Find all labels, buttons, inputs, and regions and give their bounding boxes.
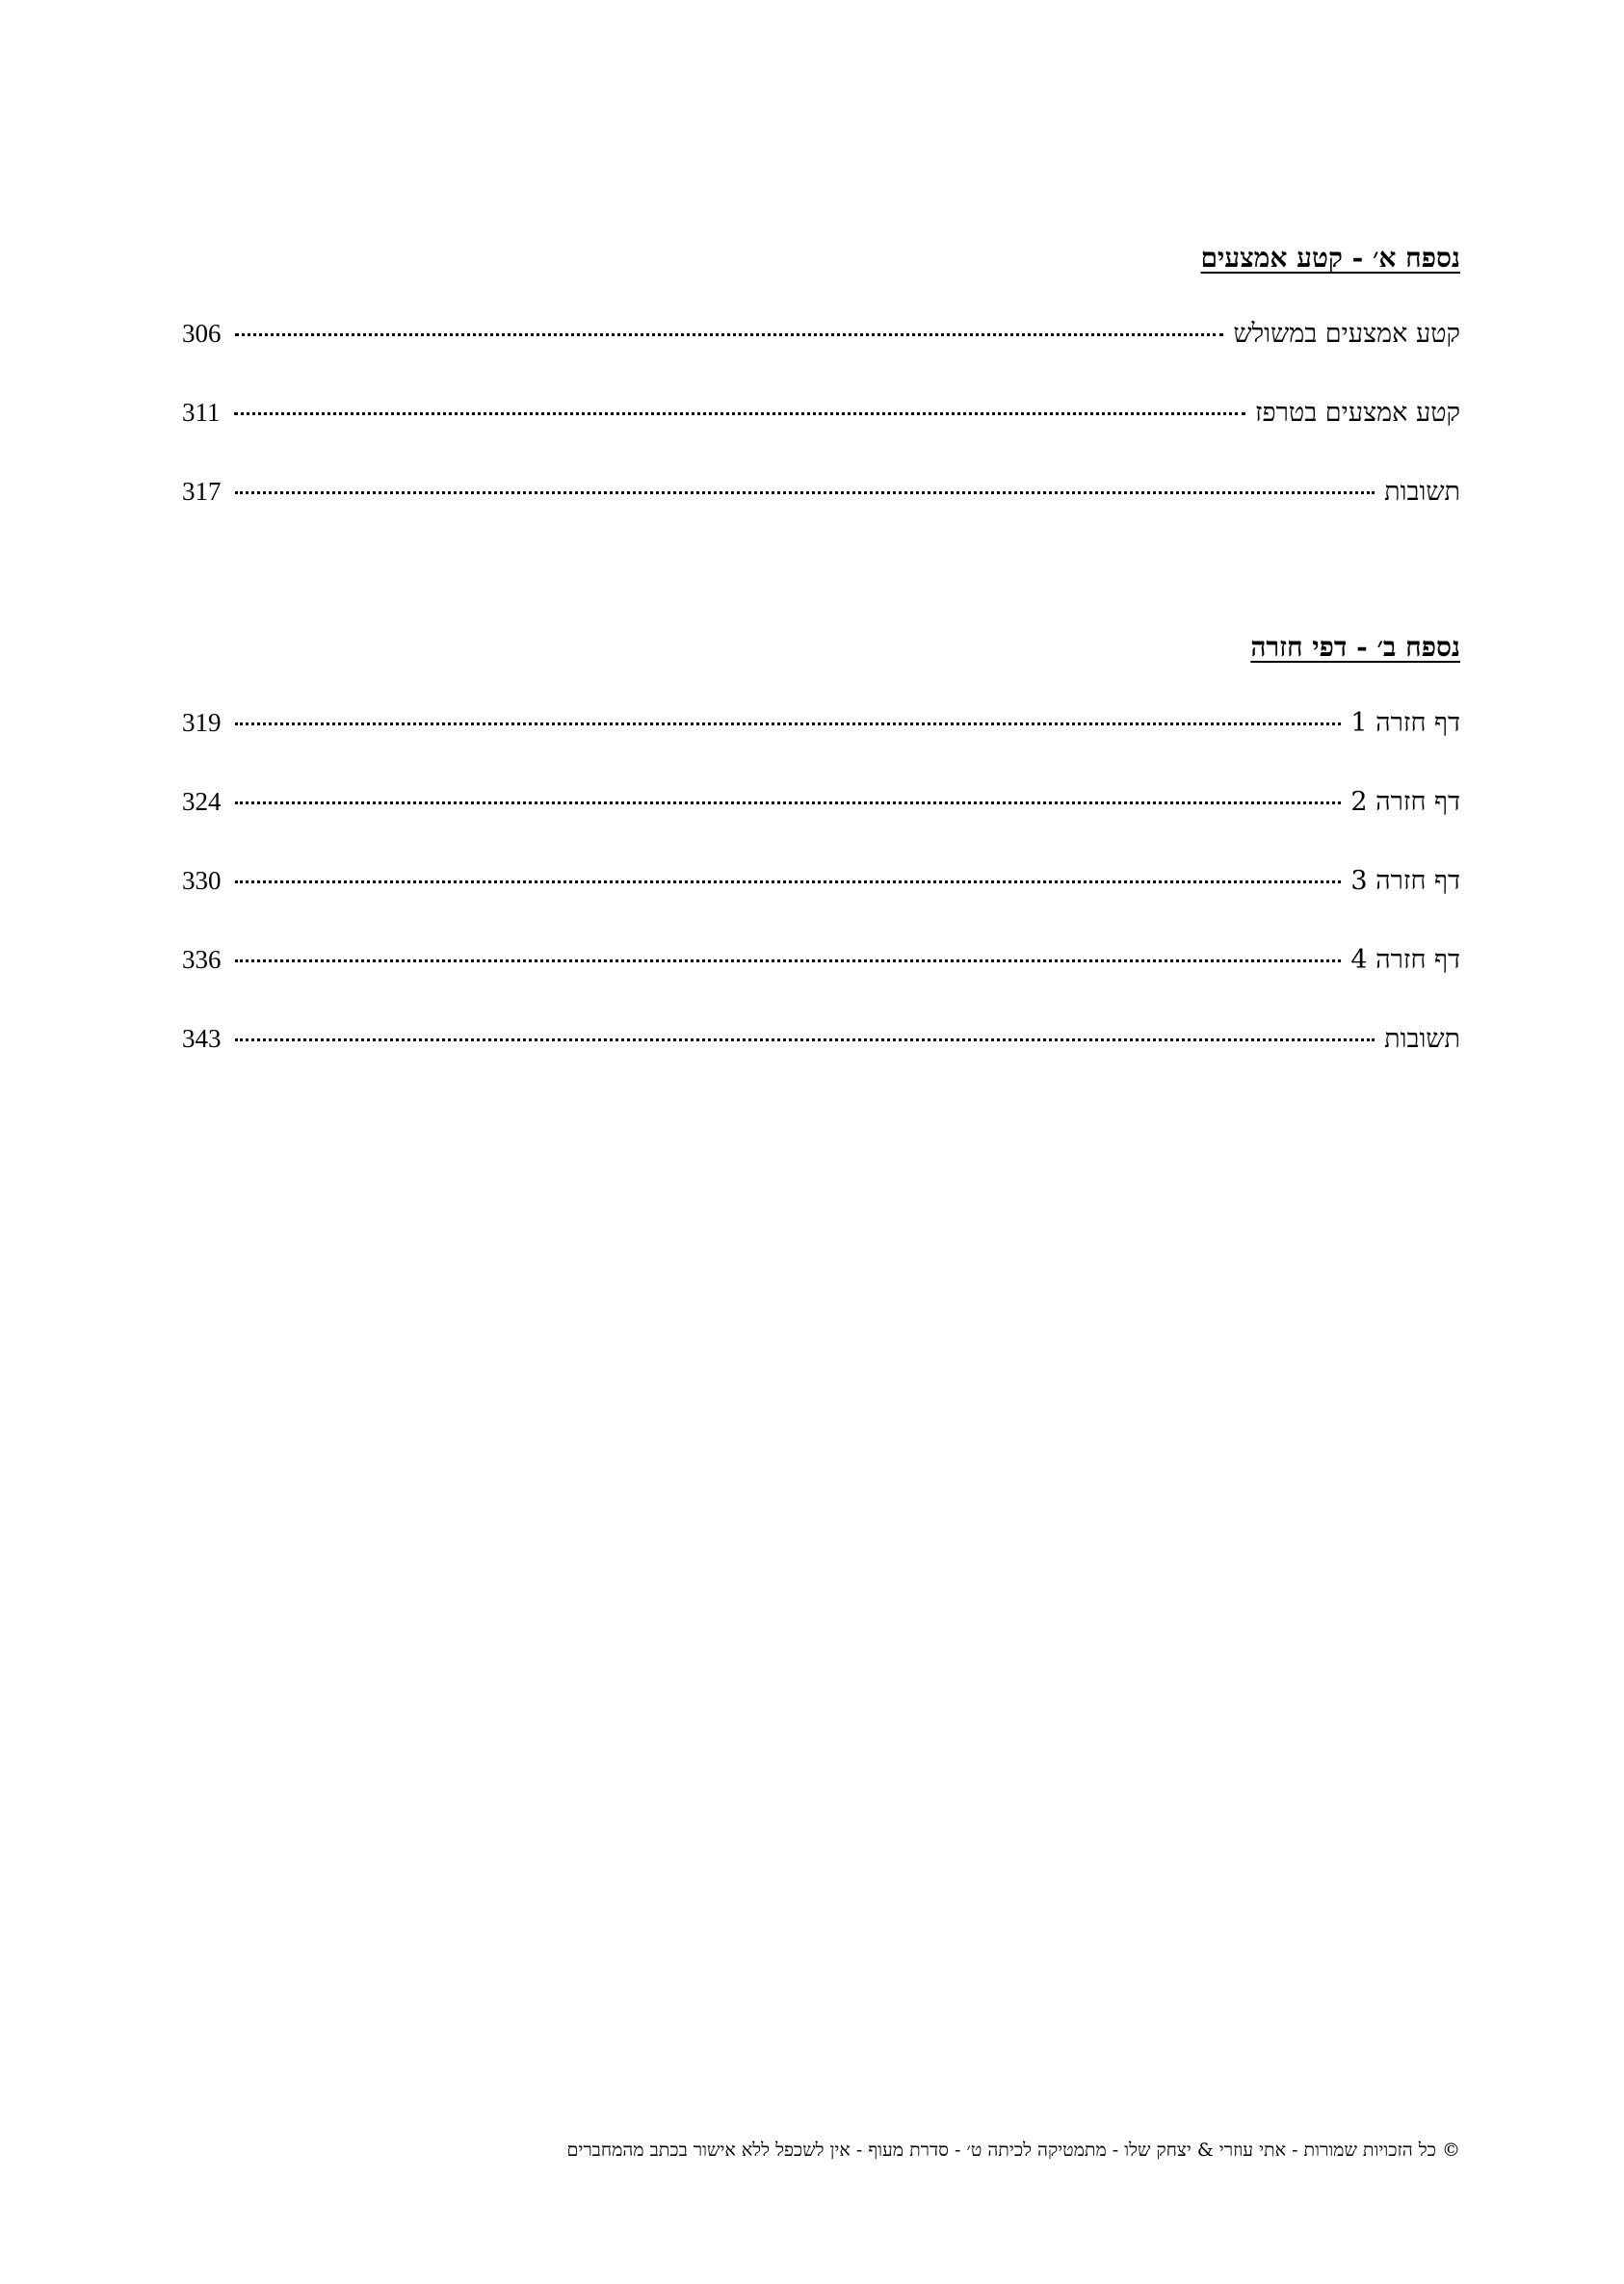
toc-page-number: 330 [182, 866, 222, 895]
toc-entry-label: תשובות [1384, 477, 1460, 507]
appendix-b-section [182, 628, 1460, 1098]
toc-entry-label: דף חזרה 2 [1350, 787, 1460, 817]
toc-dot-leader [235, 491, 1375, 494]
toc-entry-label: קטע אמצעים בטרפז [1254, 398, 1460, 428]
toc-entry-label: תשובות [1384, 1024, 1460, 1054]
toc-dot-leader [234, 412, 1245, 415]
toc-entry[interactable] [182, 393, 1460, 472]
toc-entry-label: דף חזרה 4 [1350, 945, 1460, 975]
appendix-a-title: נספח א׳ - קטע אמצעים [1200, 242, 1460, 274]
toc-entry[interactable] [182, 782, 1460, 861]
toc-dot-leader [235, 1038, 1375, 1041]
toc-entry[interactable] [182, 703, 1460, 782]
toc-page-number: 317 [182, 477, 222, 506]
appendix-b-title: נספח ב׳ - דפי חזרה [1250, 631, 1460, 663]
toc-dot-leader [235, 801, 1342, 804]
appendix-a-section [182, 239, 1460, 551]
toc-entry[interactable] [182, 1019, 1460, 1098]
copyright-footer: © כל הזכויות שמורות - אתי עוזרי & יצחק שלו - מתמטיקה לכיתה ט׳ - סדרת מעוף - אין לשכפל ללא אישור בכתב מהמחברים [566, 2140, 1460, 2161]
toc-page-number: 336 [182, 945, 222, 974]
toc-entry[interactable] [182, 940, 1460, 1019]
toc-page-number: 324 [182, 787, 222, 816]
toc-entry-label: דף חזרה 3 [1350, 866, 1460, 896]
toc-entry-label: דף חזרה 1 [1350, 708, 1460, 738]
toc-dot-leader [235, 959, 1342, 962]
toc-entry-label: קטע אמצעים במשולש [1233, 319, 1460, 349]
toc-page-number: 343 [182, 1024, 222, 1053]
toc-page-number: 306 [182, 319, 222, 348]
toc-entry[interactable] [182, 472, 1460, 551]
toc-entry[interactable] [182, 314, 1460, 393]
toc-dot-leader [235, 880, 1342, 883]
toc-page-number: 319 [182, 708, 222, 737]
toc-entry[interactable] [182, 861, 1460, 940]
toc-dot-leader [235, 722, 1342, 725]
toc-dot-leader [235, 333, 1224, 336]
toc-page-number: 311 [182, 398, 221, 427]
